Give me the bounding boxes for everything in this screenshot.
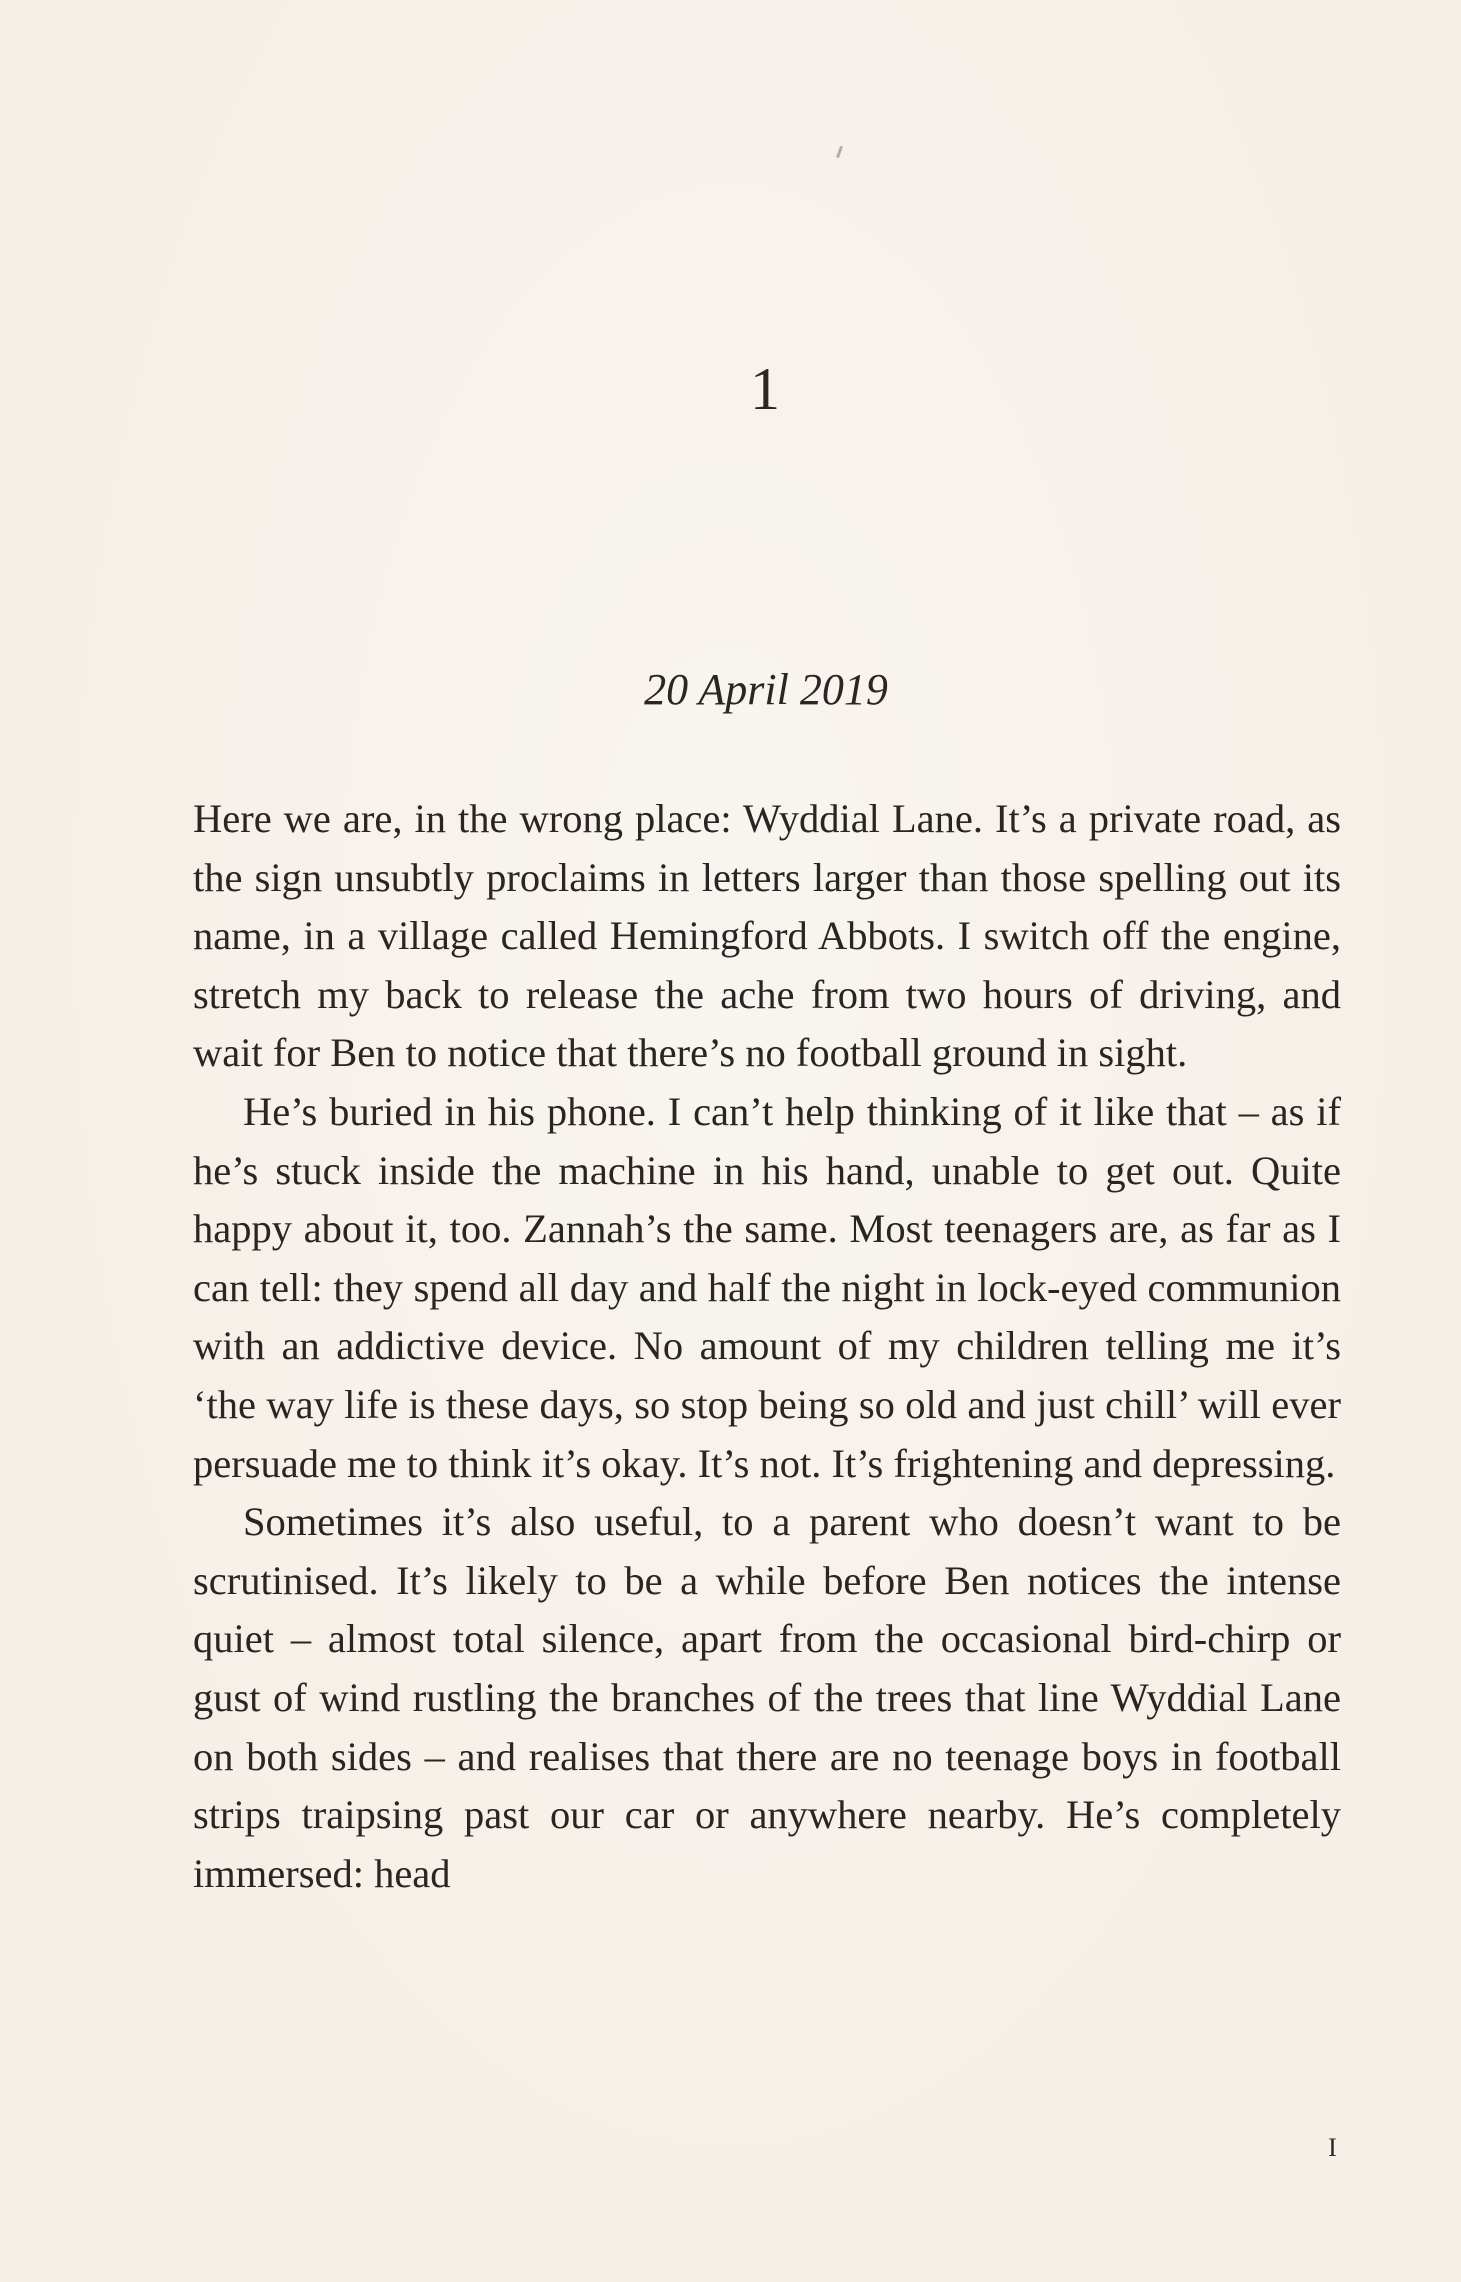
paragraph-1: Here we are, in the wrong place: Wyddial Lane. It’s a private road, as the sign unsubtly proclaims in letters larger than those spelling out its name, in a village called Hemingford Abbots. I switch off the engine, stretch my back to release the ache from two hours of driving, and wait for Ben to notice that there’s no football ground in sight.: [193, 796, 1341, 1076]
page-number: I: [1328, 2133, 1338, 2162]
ink-speck: [836, 146, 843, 158]
body-text: [193, 790, 1341, 1903]
paragraph-2: He’s buried in his phone. I can’t help thinking of it like that – as if he’s stuck inside the machine in his hand, unable to get out. Quite happy about it, too. Zannah’s the same. Most teenagers are, as far as I can tell: they spend all day and half the night in lock-eyed communion with an addictive device. No amount of my children telling me it’s ‘the way life is these days, so stop being so old and just chill’ will ever persuade me to think it’s okay. It’s not. It’s frightening and depressing.: [193, 1088, 1341, 1486]
chapter-number: 1: [750, 356, 780, 422]
paragraph-3: Sometimes it’s also useful, to a parent who doesn’t want to be scrutinised. It’s likely to be a while before Ben notices the intense quiet – almost total silence, apart from the occasional bird-chirp or gust of wind rustling the branches of the trees that line Wyddial Lane on both sides – and realises that there are no teenage boys in football strips traipsing past our car or anywhere nearby. He’s completely immersed: head: [193, 1499, 1341, 1896]
chapter-date: 20 April 2019: [644, 665, 888, 714]
